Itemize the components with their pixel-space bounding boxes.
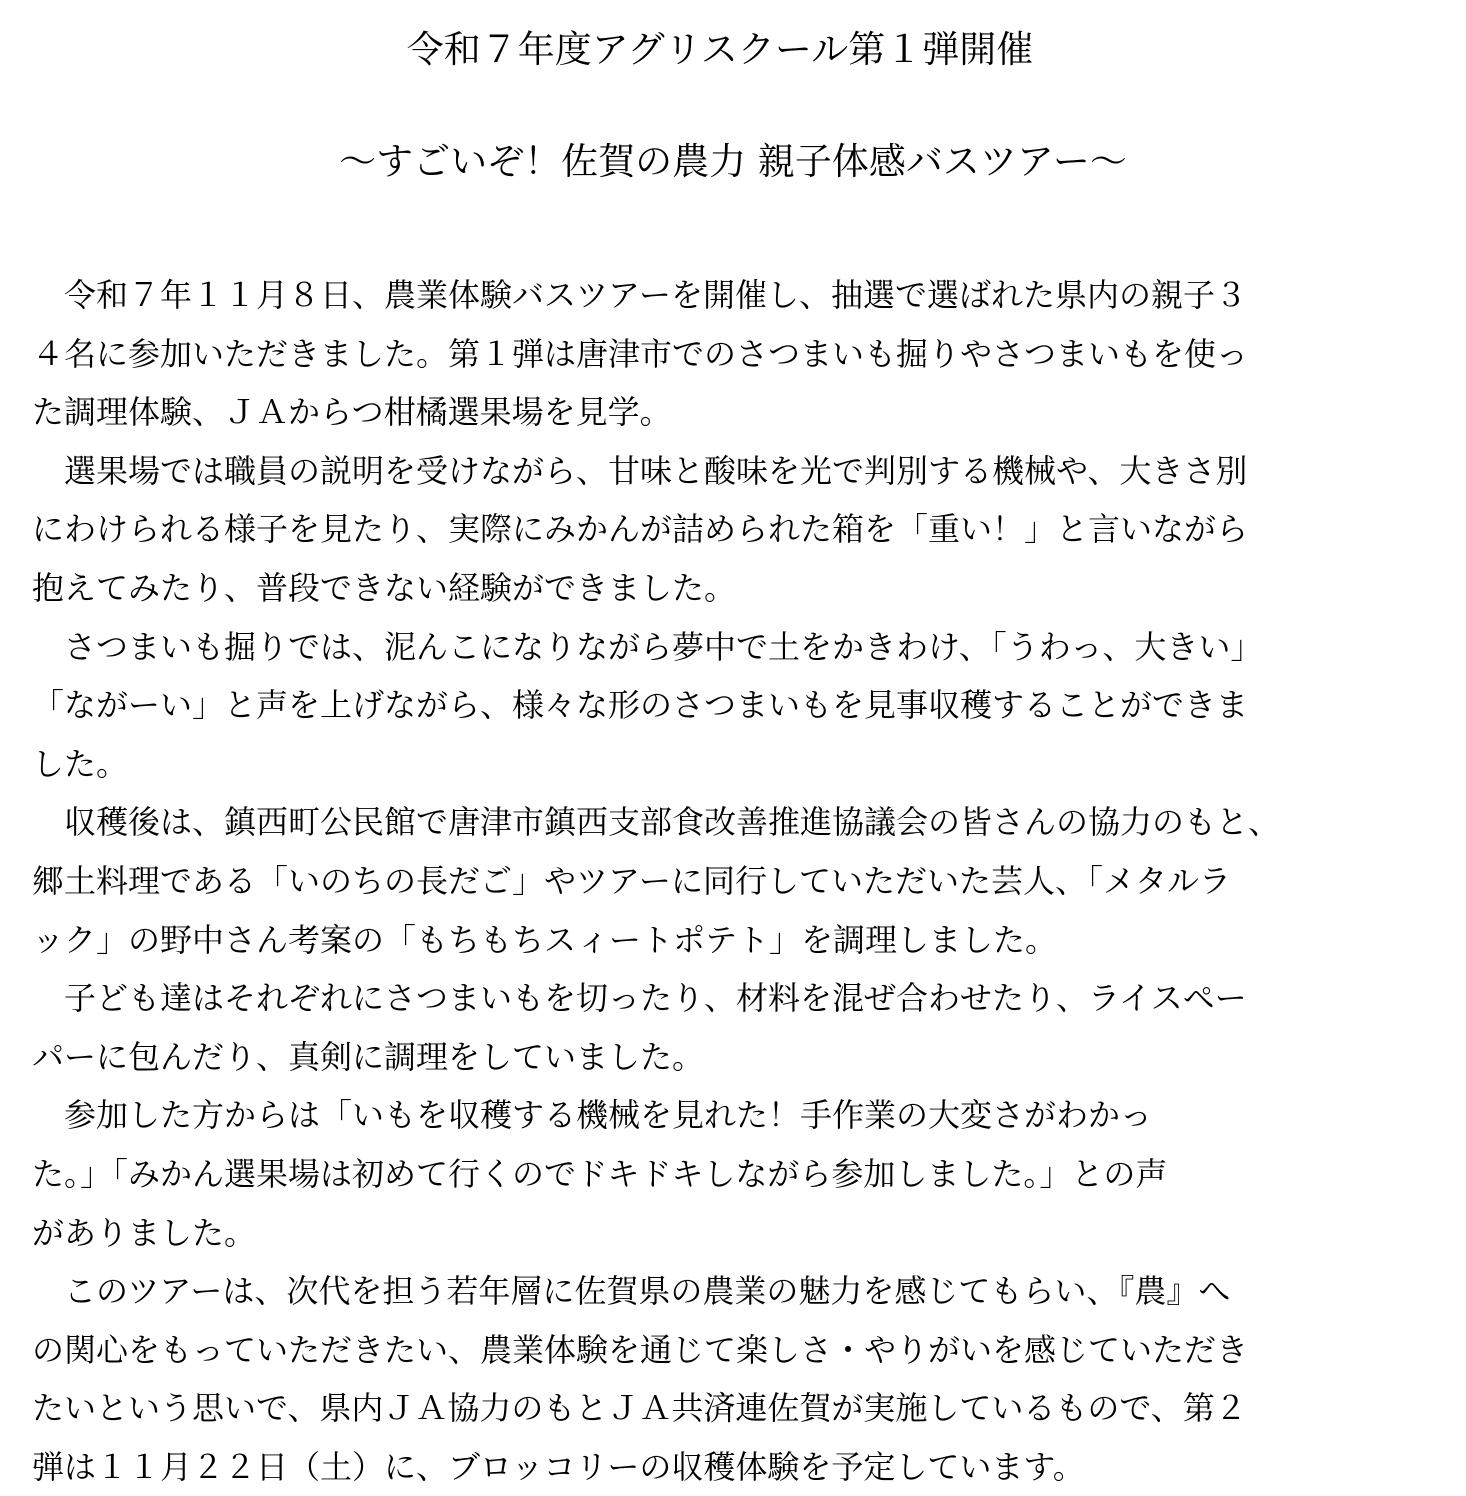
body-line: た調理体験、ＪＡからつ柑橘選果場を見学。 <box>32 393 672 432</box>
body-line: 弾は１１月２２日（土）に、ブロッコリーの収穫体験を予定しています。 <box>32 1447 1085 1486</box>
body-line: がありました。 <box>32 1213 257 1252</box>
body-line: 郷土料理である「いのちの長だご」やツアーに同行していただいた芸人、「メタルラ <box>32 861 1232 900</box>
body-line: ック」の野中さん考案の「もちもちスィートポテト」を調理しました。 <box>32 920 1057 959</box>
body-line: 「ながーい」と声を上げながら、様々な形のさつまいもを見事収穫することができま <box>32 686 1249 725</box>
body-line: パーに包んだり、真剣に調理をしていました。 <box>32 1037 705 1076</box>
body-line: 収穫後は、鎮西町公民館で唐津市鎮西支部食改善推進協議会の皆さんの協力のもと、 <box>32 803 1281 842</box>
body-line: の関心をもっていただきたい、農業体験を通じて楽しさ・やりがいを感じていただき <box>32 1330 1249 1369</box>
body-line: 参加した方からは「いもを収穫する機械を見れた！手作業の大変さがわかっ <box>32 1096 1153 1135</box>
body-line: さつまいも掘りでは、泥んこになりながら夢中で土をかきわけ、「うわっ、大きい」 <box>32 627 1263 666</box>
body-line: 令和７年１１月８日、農業体験バスツアーを開催し、抽選で選ばれた県内の親子３ <box>32 276 1248 314</box>
document-title: 令和７年度アグリスクール第１弾開催 <box>406 28 1034 71</box>
body-line: このツアーは、次代を担う若年層に佐賀県の農業の魅力を感じてもらい、『農』へ <box>32 1272 1231 1311</box>
body-line: 子ども達はそれぞれにさつまいもを切ったり、材料を混ぜ合わせたり、ライスペー <box>32 979 1247 1018</box>
body-line: 抱えてみたり、普段できない経験ができました。 <box>32 568 737 607</box>
document-subtitle: ～すごいぞ！佐賀の農力 親子体感バスツアー～ <box>339 140 1127 183</box>
document-body <box>32 266 1452 1496</box>
body-line: たいという思いで、県内ＪＡ協力のもとＪＡ共済連佐賀が実施しているもので、第２ <box>32 1389 1247 1428</box>
body-line: た。」「みかん選果場は初めて行くのでドキドキしながら参加しました。」との声 <box>32 1154 1168 1193</box>
body-line: した。 <box>32 744 129 783</box>
body-line: 選果場では職員の説明を受けながら、甘味と酸味を光で判別する機械や、大きさ別 <box>32 451 1248 490</box>
body-line: にわけられる様子を見たり、実際にみかんが詰められた箱を「重い！」と言いながら <box>32 510 1249 549</box>
body-line: ４名に参加いただきました。第１弾は唐津市でのさつまいも掘りやさつまいもを使っ <box>32 334 1249 373</box>
